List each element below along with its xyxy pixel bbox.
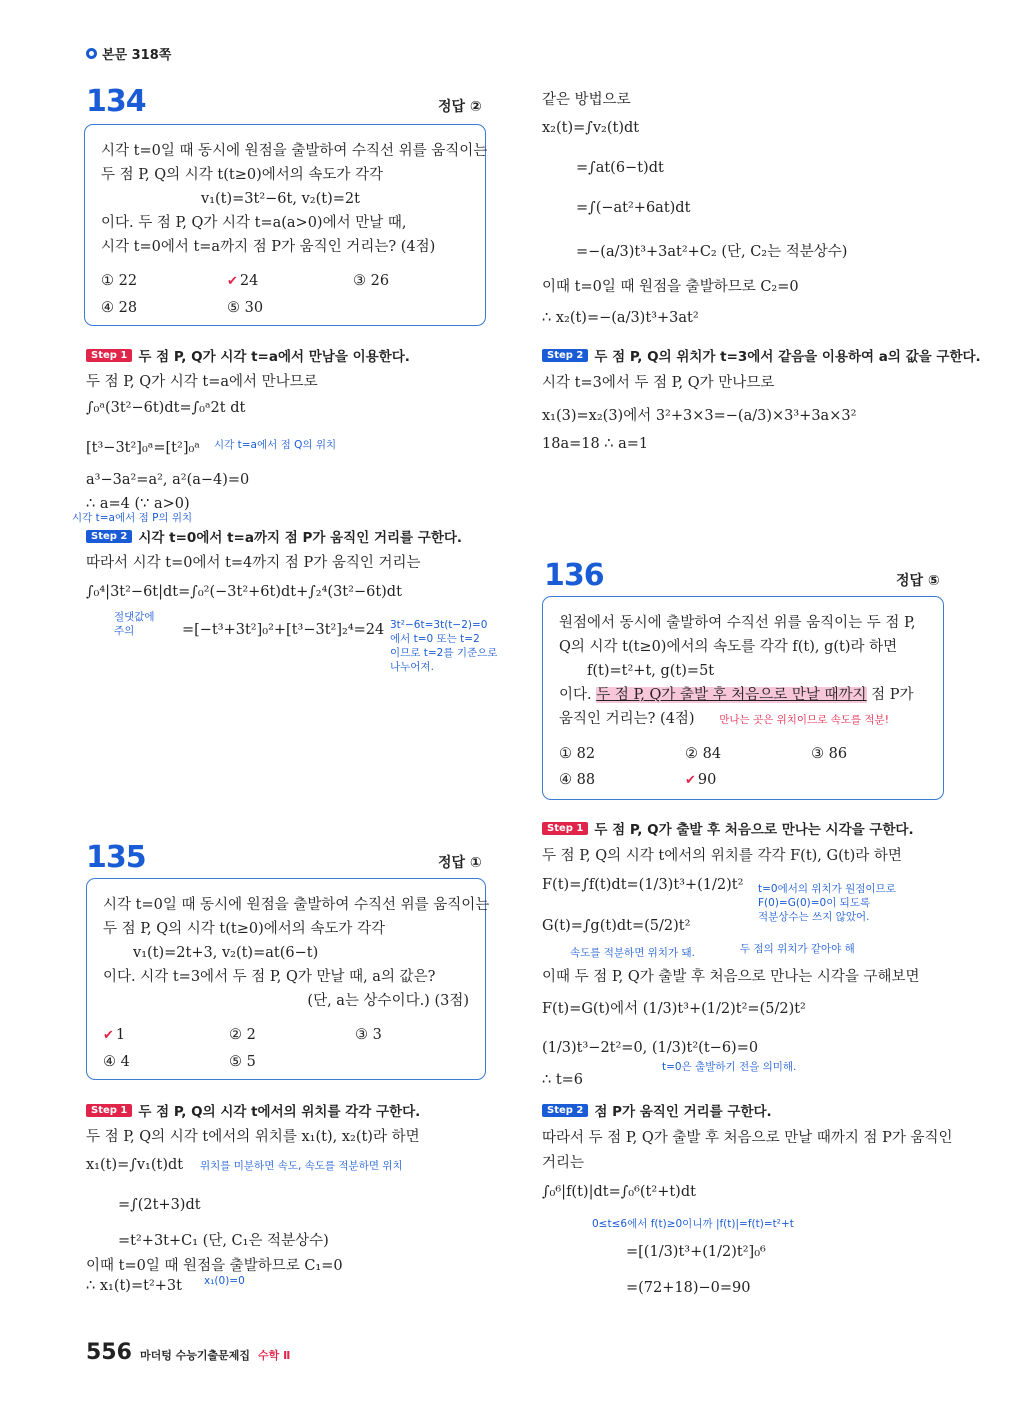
choice-list bbox=[103, 1023, 469, 1074]
note-origin bbox=[758, 882, 896, 924]
step-title: 두 점 P, Q가 시각 t=a에서 만남을 이용한다. bbox=[138, 349, 410, 365]
step-2-134 bbox=[86, 526, 462, 546]
step-title: 두 점 P, Q의 시각 t에서의 위치를 각각 구한다. bbox=[138, 1104, 421, 1120]
note-line: t=0에서의 위치가 원점이므로 bbox=[758, 883, 896, 895]
solution-formula: ∴ x₂(t)=−(a/3)t³+3at² bbox=[542, 310, 699, 326]
step-title: 두 점 P, Q가 출발 후 처음으로 만나는 시각을 구한다. bbox=[594, 822, 914, 838]
choice-1-correct[interactable]: ✔ 1 bbox=[103, 1023, 229, 1048]
solution-formula: (1/3)t³−2t²=0, (1/3)t²(t−6)=0 bbox=[542, 1040, 759, 1056]
problem-text bbox=[559, 683, 927, 707]
solution-formula: ∴ t=6 bbox=[542, 1072, 584, 1088]
step-title: 점 P가 움직인 거리를 구한다. bbox=[594, 1104, 772, 1120]
solution-formula: 18a=18 ∴ a=1 bbox=[542, 436, 649, 452]
solution-formula: ∫₀⁶|f(t)|dt=∫₀⁶(t²+t)dt bbox=[542, 1184, 696, 1200]
step-2-136 bbox=[542, 1100, 772, 1120]
solution-text: 두 점 P, Q가 시각 t=a에서 만나므로 bbox=[86, 374, 318, 390]
problem-formula: v₁(t)=3t²−6t, v₂(t)=2t bbox=[201, 191, 360, 207]
choice-list bbox=[101, 269, 469, 320]
solution-formula: =∫(−at²+6at)dt bbox=[576, 200, 691, 216]
solution-formula: =−(a/3)t³+3at²+C₂ (단, C₂는 적분상수) bbox=[576, 244, 848, 260]
step-1-136 bbox=[542, 818, 914, 838]
note-t0: t=0은 출발하기 전을 의미해. bbox=[662, 1061, 797, 1073]
note-same-position: 두 점의 위치가 같아야 해 bbox=[740, 943, 855, 955]
problem-text bbox=[559, 707, 927, 732]
solution-formula: ∫₀⁴|3t²−6t|dt=∫₀²(−3t²+6t)dt+∫₂⁴(3t²−6t)dt bbox=[86, 584, 402, 600]
solution-formula: =(72+18)−0=90 bbox=[626, 1280, 751, 1296]
note-line: 주의 bbox=[114, 625, 135, 637]
choice-5-correct[interactable]: ✔ 90 bbox=[685, 768, 811, 793]
note-q-position: 시각 t=a에서 점 Q의 위치 bbox=[214, 439, 337, 451]
solution-formula: =∫at(6−t)dt bbox=[576, 160, 664, 176]
choice-1[interactable]: ① 22 bbox=[101, 273, 138, 289]
step-2-135 bbox=[542, 345, 981, 365]
solution-text: 이때 t=0일 때 원점을 출발하므로 C₂=0 bbox=[542, 279, 799, 295]
solution-formula: =[−t³+3t²]₀²+[t³−3t²]₂⁴=24 bbox=[182, 622, 385, 638]
problem-number-135: 135 bbox=[86, 840, 146, 875]
choice-3[interactable]: ③ 26 bbox=[353, 273, 390, 289]
choice-list bbox=[559, 742, 927, 793]
note-x0: x₁(0)=0 bbox=[204, 1275, 245, 1287]
solution-formula: x₁(3)=x₂(3)에서 3²+3×3=−(a/3)×3³+3a×3² bbox=[542, 408, 857, 424]
problem-text: 원점에서 동시에 출발하여 수직선 위를 움직이는 두 점 P, bbox=[559, 615, 916, 631]
problem-text-part: 점 P가 bbox=[871, 687, 914, 703]
solution-text: 두 점 P, Q의 시각 t에서의 위치를 x₁(t), x₂(t)라 하면 bbox=[86, 1129, 420, 1145]
choice-5[interactable]: ⑤ 5 bbox=[229, 1054, 256, 1070]
solution-text: 이때 두 점 P, Q가 출발 후 처음으로 만나는 시각을 구해보면 bbox=[542, 969, 920, 985]
solution-formula: [t³−3t²]₀ᵃ=[t²]₀ᵃ bbox=[86, 440, 200, 456]
note-line: 에서 t=0 또는 t=2 bbox=[390, 633, 480, 645]
problem-text: 두 점 P, Q의 시각 t(t≥0)에서의 속도가 각각 bbox=[101, 167, 384, 183]
bullet-icon bbox=[86, 48, 97, 59]
problem-box-134 bbox=[84, 124, 486, 326]
choice-2[interactable]: ② 2 bbox=[229, 1027, 256, 1043]
step-1-134 bbox=[86, 345, 410, 365]
solution-formula: =[(1/3)t³+(1/2)t²]₀⁶ bbox=[626, 1244, 766, 1260]
page-footer bbox=[86, 1340, 290, 1365]
answer-136: 정답 ⑤ bbox=[896, 573, 940, 589]
note-position: 위치를 미분하면 속도, 속도를 적분하면 위치 bbox=[200, 1160, 403, 1172]
solution-text: 이때 t=0일 때 원점을 출발하므로 C₁=0 bbox=[86, 1258, 343, 1274]
problem-text: 시각 t=0일 때 동시에 원점을 출발하여 수직선 위를 움직이는 bbox=[101, 143, 488, 159]
solution-formula: x₁(t)=∫v₁(t)dt bbox=[86, 1157, 184, 1173]
choice-2[interactable]: ② 84 bbox=[685, 746, 722, 762]
highlighted-phrase: 두 점 P, Q가 출발 후 처음으로 만날 때까지 bbox=[596, 687, 867, 703]
choice-3[interactable]: ③ 3 bbox=[355, 1027, 382, 1043]
solution-formula: =t²+3t+C₁ (단, C₁은 적분상수) bbox=[118, 1233, 329, 1249]
step-badge: Step 2 bbox=[86, 530, 132, 543]
solution-formula: ∫₀ᵃ(3t²−6t)dt=∫₀ᵃ2t dt bbox=[86, 400, 246, 416]
note-split bbox=[390, 618, 497, 674]
step-1-135 bbox=[86, 1100, 420, 1120]
problem-box-136 bbox=[542, 596, 944, 800]
note-line: 절댓값에 bbox=[114, 611, 155, 623]
problem-formula: v₁(t)=2t+3, v₂(t)=at(6−t) bbox=[133, 945, 319, 961]
problem-text-part: 이다. bbox=[559, 687, 592, 703]
note-integrate: 속도를 적분하면 위치가 돼. bbox=[570, 947, 695, 959]
choice-3[interactable]: ③ 86 bbox=[811, 746, 848, 762]
solution-text: 따라서 시각 t=0에서 t=4까지 점 P가 움직인 거리는 bbox=[86, 555, 421, 571]
problem-text-part: 움직인 거리는? (4점) bbox=[559, 711, 695, 727]
problem-text: 시각 t=0에서 t=a까지 점 P가 움직인 거리는? (4점) bbox=[101, 239, 436, 255]
note-integrate-hint: 만나는 곳은 위치이므로 속도를 적분! bbox=[719, 714, 889, 726]
note-abs-value: 0≤t≤6에서 f(t)≥0이니까 |f(t)|=f(t)=t²+t bbox=[592, 1218, 794, 1230]
problem-number-136: 136 bbox=[544, 558, 604, 593]
page-number: 556 bbox=[86, 1340, 132, 1365]
section-label: 본문 318쪽 bbox=[102, 48, 172, 63]
step-badge: Step 1 bbox=[86, 349, 132, 362]
note-p-position: 시각 t=a에서 점 P의 위치 bbox=[72, 512, 193, 524]
step-title: 두 점 P, Q의 위치가 t=3에서 같음을 이용하여 a의 값을 구한다. bbox=[594, 349, 981, 365]
choice-4[interactable]: ④ 88 bbox=[559, 772, 596, 788]
choice-1[interactable]: ① 82 bbox=[559, 746, 596, 762]
note-absolute bbox=[114, 610, 155, 638]
problem-text: Q의 시각 t(t≥0)에서의 속도를 각각 f(t), g(t)라 하면 bbox=[559, 639, 898, 655]
note-line: 이므로 t=2를 기준으로 bbox=[390, 647, 498, 659]
answer-134: 정답 ② bbox=[438, 99, 482, 115]
step-badge: Step 1 bbox=[86, 1104, 132, 1117]
step-badge: Step 2 bbox=[542, 349, 588, 362]
solution-text: 따라서 두 점 P, Q가 출발 후 처음으로 만날 때까지 점 P가 움직인 bbox=[542, 1130, 953, 1146]
solution-text: 거리는 bbox=[542, 1155, 585, 1171]
answer-135: 정답 ① bbox=[438, 855, 482, 871]
problem-text: 두 점 P, Q의 시각 t(t≥0)에서의 속도가 각각 bbox=[103, 921, 386, 937]
note-line: 3t²−6t=3t(t−2)=0 bbox=[390, 619, 488, 631]
solution-formula: ∴ x₁(t)=t²+3t bbox=[86, 1278, 182, 1294]
solution-formula: =∫(2t+3)dt bbox=[118, 1197, 201, 1213]
problem-box-135 bbox=[86, 878, 490, 1080]
solution-formula: a³−3a²=a², a²(a−4)=0 bbox=[86, 472, 250, 488]
choice-2-correct[interactable]: ✔ 24 bbox=[227, 269, 353, 294]
problem-text: 시각 t=0일 때 동시에 원점을 출발하여 수직선 위를 움직이는 bbox=[103, 897, 490, 913]
solution-text: 같은 방법으로 bbox=[542, 92, 631, 108]
choice-5[interactable]: ⑤ 30 bbox=[227, 300, 264, 316]
note-line: F(0)=G(0)=0이 되도록 bbox=[758, 897, 871, 909]
solution-formula: F(t)=G(t)에서 (1/3)t³+(1/2)t²=(5/2)t² bbox=[542, 1001, 806, 1017]
step-badge: Step 2 bbox=[542, 1104, 588, 1117]
solution-formula: F(t)=∫f(t)dt=(1/3)t³+(1/2)t² bbox=[542, 877, 744, 893]
solution-formula: ∴ a=4 (∵ a>0) bbox=[86, 496, 190, 512]
section-header bbox=[86, 44, 171, 63]
problem-text: (단, a는 상수이다.) (3점) bbox=[307, 993, 469, 1009]
solution-formula: x₂(t)=∫v₂(t)dt bbox=[542, 120, 640, 136]
book-title: 마더텅 수능기출문제집 bbox=[139, 1349, 251, 1362]
step-title: 시각 t=0에서 t=a까지 점 P가 움직인 거리를 구한다. bbox=[138, 530, 463, 546]
choice-4[interactable]: ④ 28 bbox=[101, 300, 138, 316]
solution-formula: G(t)=∫g(t)dt=(5/2)t² bbox=[542, 918, 691, 934]
problem-text: 이다. 시각 t=3에서 두 점 P, Q가 만날 때, a의 값은? bbox=[103, 969, 436, 985]
problem-number-134: 134 bbox=[86, 84, 146, 119]
solution-text: 시각 t=3에서 두 점 P, Q가 만나므로 bbox=[542, 375, 775, 391]
problem-text: 이다. 두 점 P, Q가 시각 t=a(a>0)에서 만날 때, bbox=[101, 215, 407, 231]
note-line: 적분상수는 쓰지 않았어. bbox=[758, 911, 870, 923]
note-line: 나누어져. bbox=[390, 661, 434, 673]
choice-4[interactable]: ④ 4 bbox=[103, 1054, 130, 1070]
step-badge: Step 1 bbox=[542, 822, 588, 835]
problem-formula: f(t)=t²+t, g(t)=5t bbox=[587, 663, 715, 679]
solution-text: 두 점 P, Q의 시각 t에서의 위치를 각각 F(t), G(t)라 하면 bbox=[542, 848, 902, 864]
subject-label: 수학 Ⅱ bbox=[258, 1349, 291, 1362]
